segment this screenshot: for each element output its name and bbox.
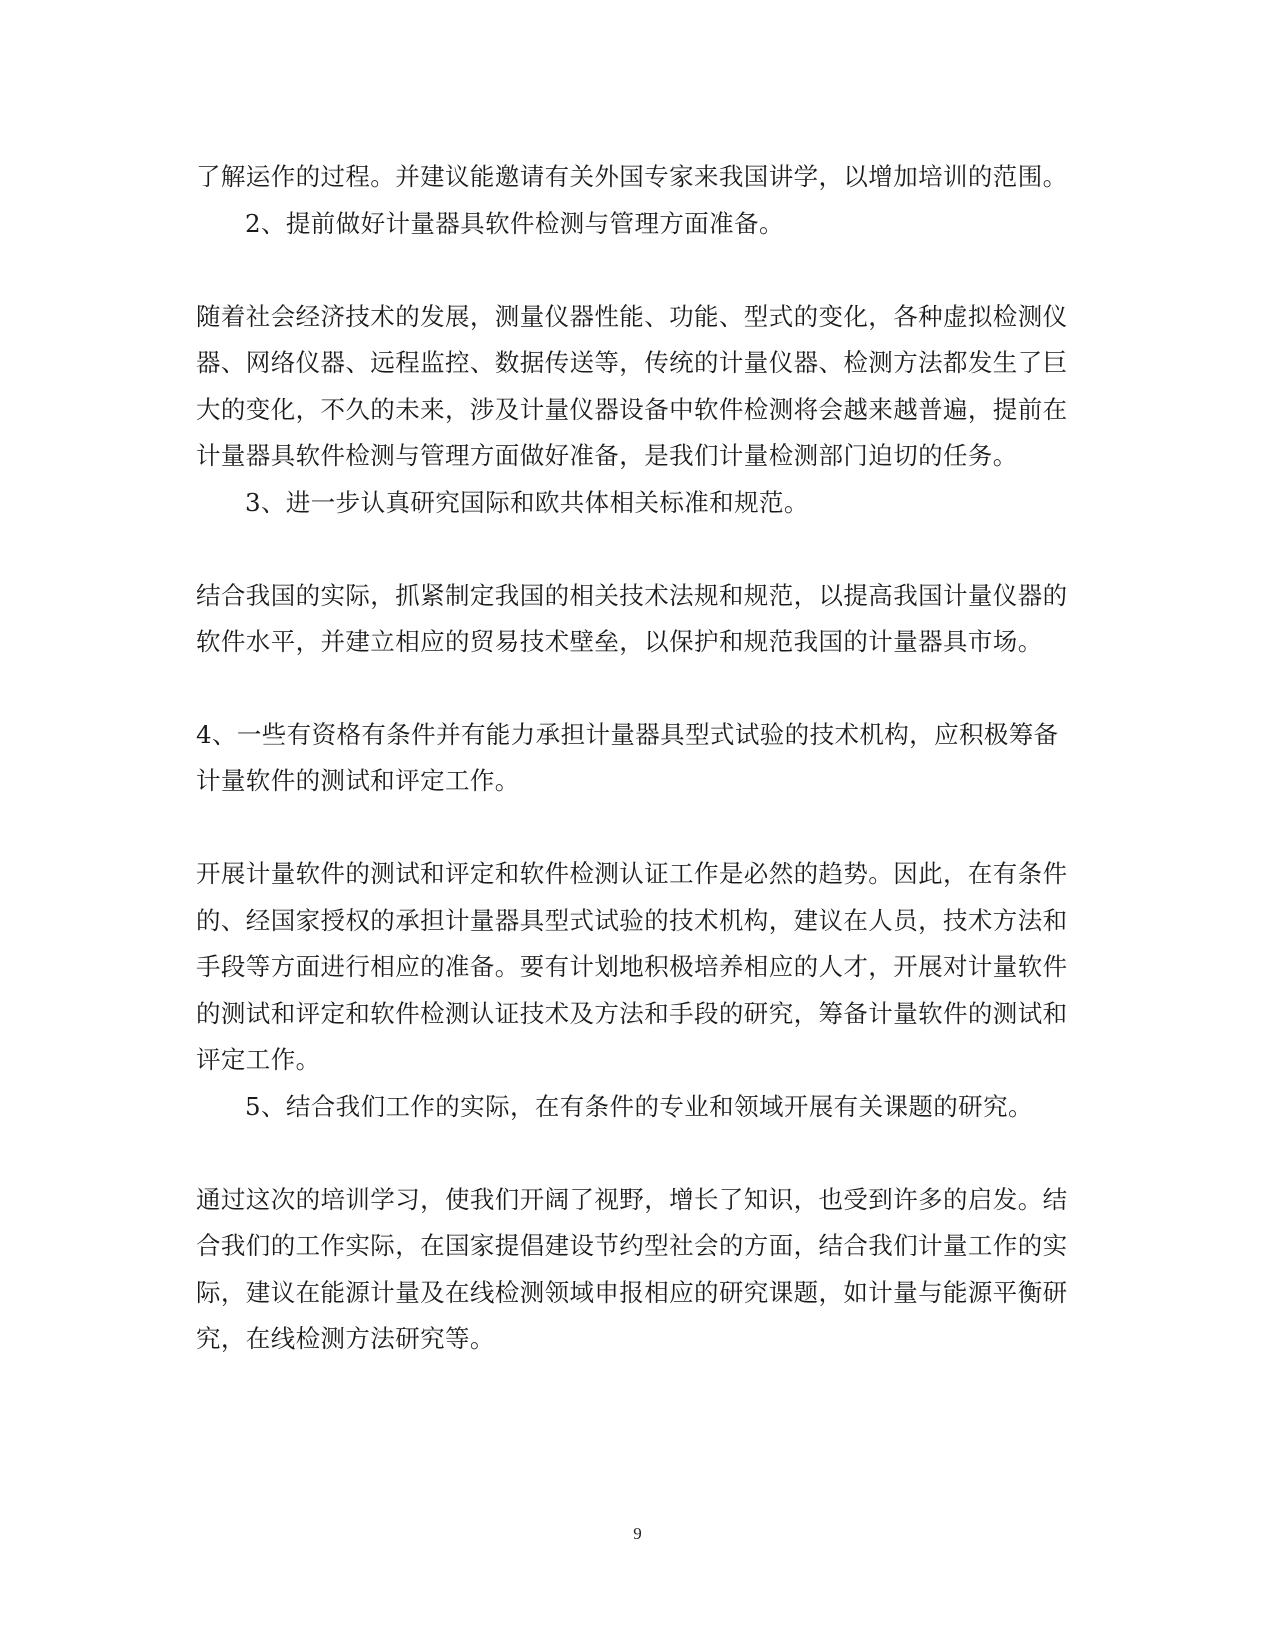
section-heading-5: 5、结合我们工作的实际，在有条件的专业和领域开展有关课题的研究。 bbox=[245, 1092, 1033, 1121]
text-line: 评定工作。 bbox=[196, 1045, 321, 1074]
text-line: 开展计量软件的测试和评定和软件检测认证工作是必然的趋势。因此，在有条件 bbox=[196, 859, 1068, 888]
text-line: 通过这次的培训学习，使我们开阔了视野，增长了知识，也受到许多的启发。结 bbox=[196, 1185, 1068, 1214]
text-line: 器、网络仪器、远程监控、数据传送等，传统的计量仪器、检测方法都发生了巨 bbox=[196, 348, 1068, 377]
text-line: 随着社会经济技术的发展，测量仪器性能、功能、型式的变化，各种虚拟检测仪 bbox=[196, 302, 1068, 331]
text-line: 了解运作的过程。并建议能邀请有关外国专家来我国讲学，以增加培训的范围。 bbox=[196, 162, 1068, 191]
text-line: 的测试和评定和软件检测认证技术及方法和手段的研究，筹备计量软件的测试和 bbox=[196, 999, 1068, 1028]
text-line: 手段等方面进行相应的准备。要有计划地积极培养相应的人才，开展对计量软件 bbox=[196, 952, 1068, 981]
text-line: 计量器具软件检测与管理方面做好准备，是我们计量检测部门迫切的任务。 bbox=[196, 441, 1018, 470]
page-number: 9 bbox=[633, 1524, 642, 1543]
text-line: 大的变化，不久的未来，涉及计量仪器设备中软件检测将会越来越普遍，提前在 bbox=[196, 395, 1068, 424]
text-line: 结合我国的实际，抓紧制定我国的相关技术法规和规范，以提高我国计量仪器的 bbox=[196, 581, 1068, 610]
section-heading-2: 2、提前做好计量器具软件检测与管理方面准备。 bbox=[245, 209, 784, 238]
text-line: 的、经国家授权的承担计量器具型式试验的技术机构，建议在人员，技术方法和 bbox=[196, 906, 1068, 935]
section-heading-3: 3、进一步认真研究国际和欧共体相关标准和规范。 bbox=[245, 488, 809, 517]
text-line: 究，在线检测方法研究等。 bbox=[196, 1324, 495, 1353]
text-line: 合我们的工作实际，在国家提倡建设节约型社会的方面，结合我们计量工作的实 bbox=[196, 1231, 1068, 1260]
text-line: 际，建议在能源计量及在线检测领域申报相应的研究课题，如计量与能源平衡研 bbox=[196, 1278, 1068, 1307]
section-heading-4: 4、一些有资格有条件并有能力承担计量器具型式试验的技术机构，应积极筹备 bbox=[196, 720, 1059, 749]
text-line: 软件水平，并建立相应的贸易技术壁垒，以保护和规范我国的计量器具市场。 bbox=[196, 627, 1043, 656]
text-line: 计量软件的测试和评定工作。 bbox=[196, 766, 520, 795]
